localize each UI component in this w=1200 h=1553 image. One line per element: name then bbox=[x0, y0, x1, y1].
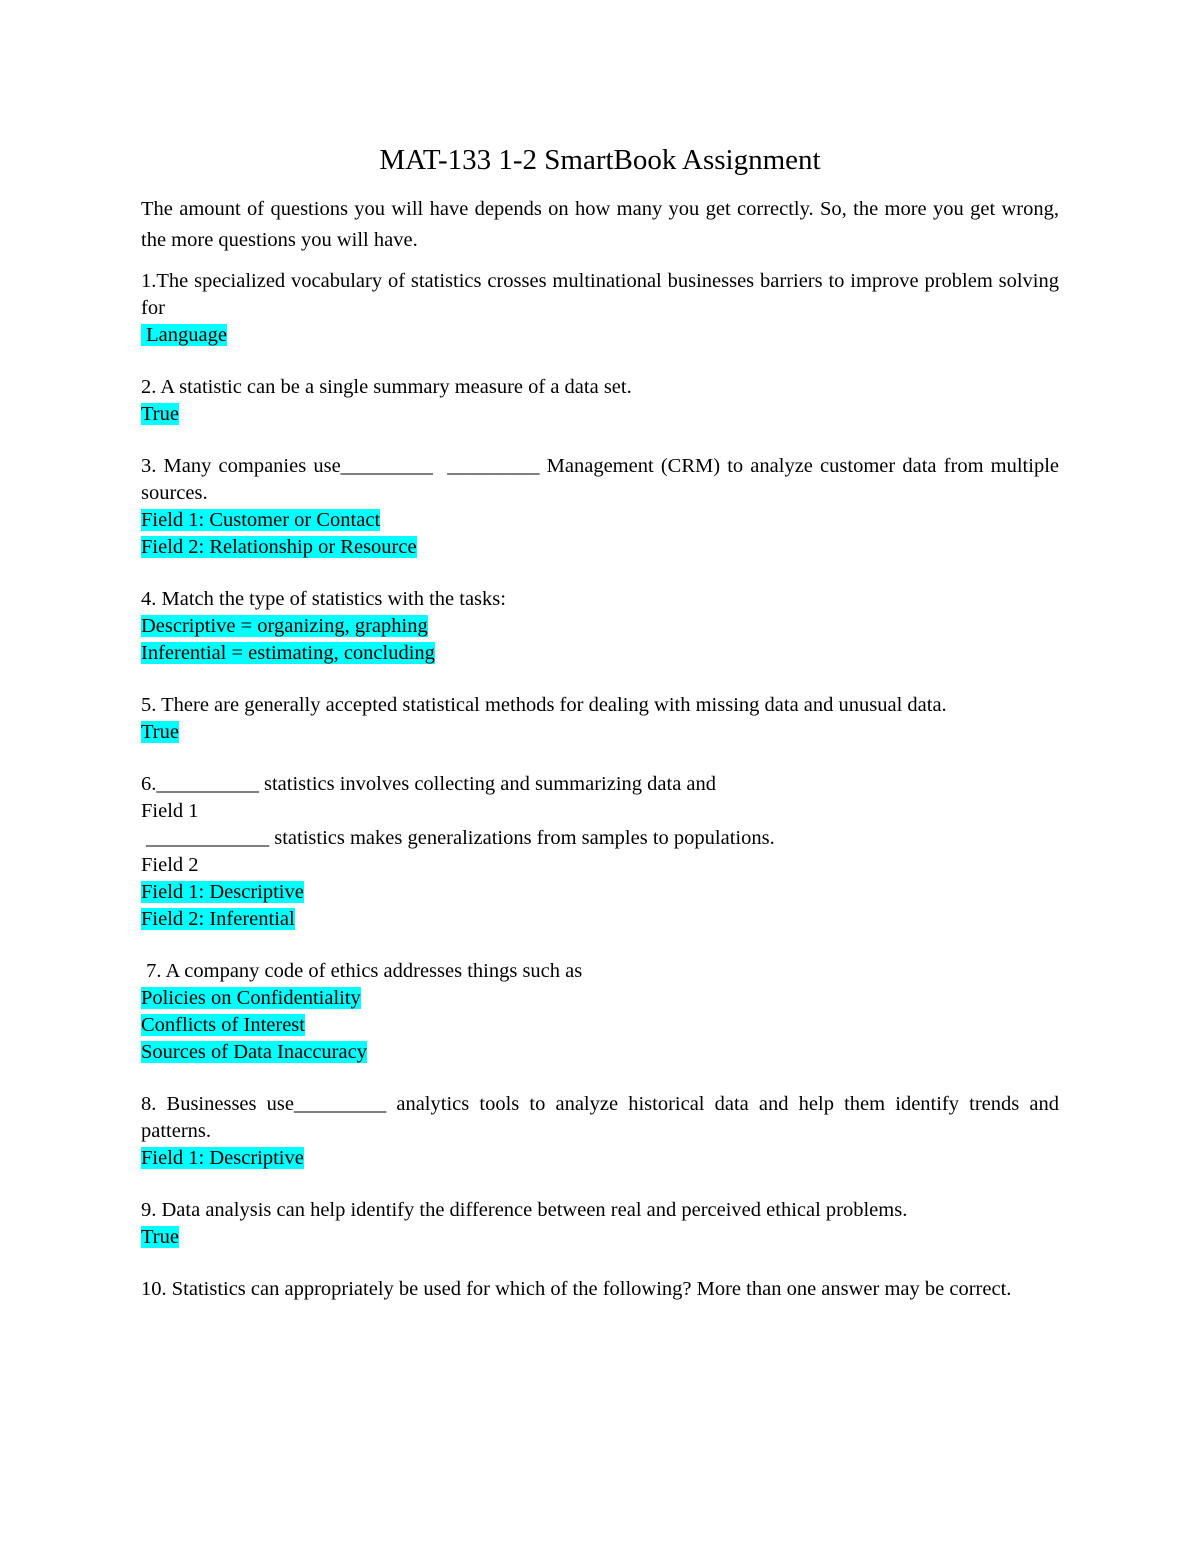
highlighted-answer: Sources of Data Inaccuracy bbox=[141, 1041, 367, 1063]
answer-line bbox=[141, 1012, 1059, 1039]
question-text-line: 9. Data analysis can help identify the difference between real and perceived ethical problems. bbox=[141, 1199, 908, 1221]
highlighted-answer: Descriptive = organizing, graphing bbox=[141, 615, 428, 637]
answer-line bbox=[141, 534, 1059, 561]
answer-line bbox=[141, 640, 1059, 667]
answer-line bbox=[141, 613, 1059, 640]
question-text-line: 3. Many companies use_________ _________ Management (CRM) to analyze customer data from multiple sources. bbox=[141, 455, 1065, 504]
answer-line bbox=[141, 879, 1059, 906]
highlighted-answer: Conflicts of Interest bbox=[141, 1014, 305, 1036]
question-text-line: Field 2 bbox=[141, 854, 199, 876]
question-text-line: 4. Match the type of statistics with the tasks: bbox=[141, 588, 506, 610]
question-text-line: 6.__________ statistics involves collecting and summarizing data and bbox=[141, 773, 717, 795]
answer-line bbox=[141, 906, 1059, 933]
question-10 bbox=[141, 1276, 1059, 1303]
question-text-line: Field 1 bbox=[141, 800, 199, 822]
question-5 bbox=[141, 692, 1059, 746]
highlighted-answer: True bbox=[141, 403, 179, 425]
document-title: MAT-133 1-2 SmartBook Assignment bbox=[379, 144, 821, 176]
answer-line bbox=[141, 1039, 1059, 1066]
question-7 bbox=[141, 958, 1059, 1066]
highlighted-answer: Field 1: Descriptive bbox=[141, 881, 304, 903]
question-list bbox=[141, 268, 1065, 1303]
highlighted-answer: Policies on Confidentiality bbox=[141, 987, 361, 1009]
answer-line bbox=[141, 401, 1059, 428]
question-2 bbox=[141, 374, 1059, 428]
answer-line bbox=[141, 719, 1059, 746]
question-text-line: 7. A company code of ethics addresses things such as bbox=[141, 960, 583, 982]
intro-paragraph: The amount of questions you will have depends on how many you get correctly. So, the more you get wrong, the more questions you will have. bbox=[141, 198, 1059, 251]
highlighted-answer: True bbox=[141, 1226, 179, 1248]
question-text-line: 1.The specialized vocabulary of statistics crosses multinational businesses barriers to improve problem solving for bbox=[141, 270, 1065, 319]
question-4 bbox=[141, 586, 1059, 667]
answer-line bbox=[141, 507, 1059, 534]
highlighted-answer: Field 2: Inferential bbox=[141, 908, 295, 930]
answer-line bbox=[141, 1145, 1059, 1172]
question-text-line: ____________ statistics makes generalizations from samples to populations. bbox=[141, 827, 775, 849]
question-1 bbox=[141, 268, 1065, 349]
question-text-line: 2. A statistic can be a single summary measure of a data set. bbox=[141, 376, 632, 398]
question-3 bbox=[141, 453, 1065, 561]
answer-line bbox=[141, 322, 1059, 349]
highlighted-answer: True bbox=[141, 721, 179, 743]
question-6 bbox=[141, 771, 1059, 933]
document-page bbox=[141, 140, 1065, 1328]
highlighted-answer: Inferential = estimating, concluding bbox=[141, 642, 435, 664]
highlighted-answer: Field 1: Descriptive bbox=[141, 1147, 304, 1169]
highlighted-answer: Field 2: Relationship or Resource bbox=[141, 536, 417, 558]
highlighted-answer: Field 1: Customer or Contact bbox=[141, 509, 381, 531]
answer-line bbox=[141, 985, 1059, 1012]
question-8 bbox=[141, 1091, 1065, 1172]
highlighted-answer: Language bbox=[141, 324, 227, 346]
question-9 bbox=[141, 1197, 1059, 1251]
question-text-line: 10. Statistics can appropriately be used for which of the following? More than one answer may be correct. bbox=[141, 1278, 1012, 1300]
answer-line bbox=[141, 1224, 1059, 1251]
question-text-line: 8. Businesses use_________ analytics tools to analyze historical data and help them identify trends and patterns. bbox=[141, 1093, 1065, 1142]
question-text-line: 5. There are generally accepted statistical methods for dealing with missing data and unusual data. bbox=[141, 694, 947, 716]
